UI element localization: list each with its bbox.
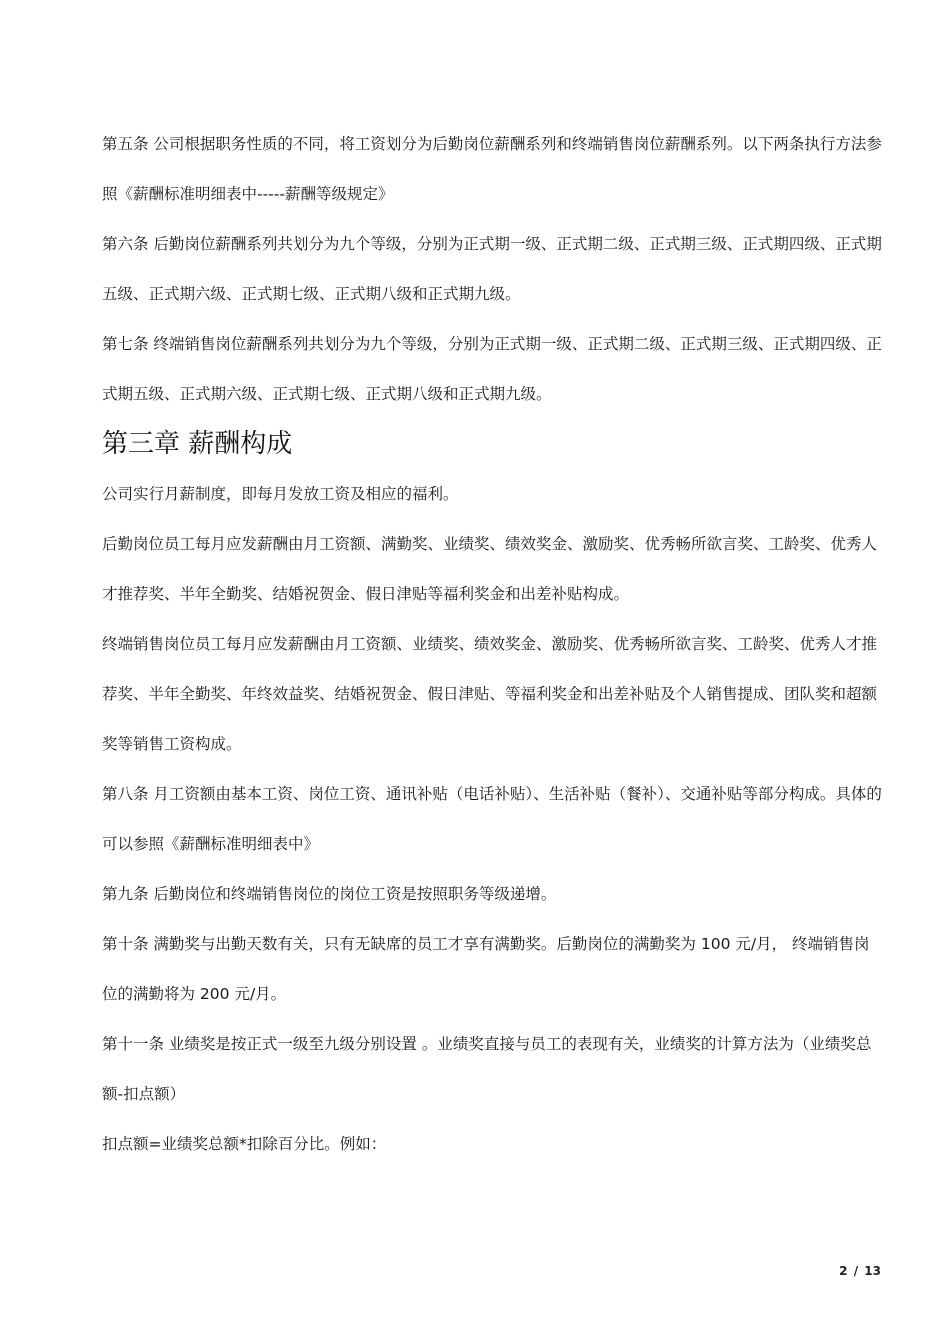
article-11: 第十一条 业绩奖是按正式一级至九级分别设置 。业绩奖直接与员工的表现有关，业绩奖的计算方法为（业绩奖总额-扣点额） <box>102 1035 872 1103</box>
chapter-heading: 第三章 薪酬构成 <box>102 429 293 459</box>
article-5: 第五条 公司根据职务性质的不同，将工资划分为后勤岗位薪酬系列和终端销售岗位薪酬系列。以下两条执行方法参照《薪酬标准明细表中-----薪酬等级规定》 <box>102 135 882 203</box>
article-7: 第七条 终端销售岗位薪酬系列共划分为九个等级，分别为正式期一级、正式期二级、正式期三级、正式期四级、正式期五级、正式期六级、正式期七级、正式期八级和正式期九级。 <box>102 335 882 403</box>
article-8: 第八条 月工资额由基本工资、岗位工资、通讯补贴（电话补贴）、生活补贴（餐补）、交通补贴等部分构成。具体的可以参照《薪酬标准明细表中》 <box>102 785 882 853</box>
current-page: 2 <box>839 1264 848 1278</box>
page-number <box>838 1264 882 1278</box>
page-separator: / <box>853 1264 859 1278</box>
article-9: 第九条 后勤岗位和终端销售岗位的岗位工资是按照职务等级递增。 <box>102 885 557 903</box>
logistics-salary-paragraph: 后勤岗位员工每月应发薪酬由月工资额、满勤奖、业绩奖、绩效奖金、激励奖、优秀畅所欲言奖、工龄奖、优秀人才推荐奖、半年全勤奖、结婚祝贺金、假日津贴等福利奖金和出差补贴构成。 <box>102 535 878 603</box>
document-body <box>102 119 884 1169</box>
article-10: 第十条 满勤奖与出勤天数有关，只有无缺席的员工才享有满勤奖。后勤岗位的满勤奖为 100 元/月， 终端销售岗位的满勤将为 200 元/月。 <box>102 935 870 1003</box>
article-6: 第六条 后勤岗位薪酬系列共划分为九个等级，分别为正式期一级、正式期二级、正式期三级、正式期四级、正式期五级、正式期六级、正式期七级、正式期八级和正式期九级。 <box>102 235 882 303</box>
monthly-salary-paragraph: 公司实行月薪制度，即每月发放工资及相应的福利。 <box>102 485 459 503</box>
sales-salary-paragraph: 终端销售岗位员工每月应发薪酬由月工资额、业绩奖、绩效奖金、激励奖、优秀畅所欲言奖、工龄奖、优秀人才推荐奖、半年全勤奖、年终效益奖、结婚祝贺金、假日津贴、等福利奖金和出差补贴及个人销售提成、团队奖和超额奖等销售工资构成。 <box>102 635 878 753</box>
total-pages: 13 <box>864 1264 881 1278</box>
deduction-formula: 扣点额=业绩奖总额*扣除百分比。例如： <box>102 1135 387 1153</box>
